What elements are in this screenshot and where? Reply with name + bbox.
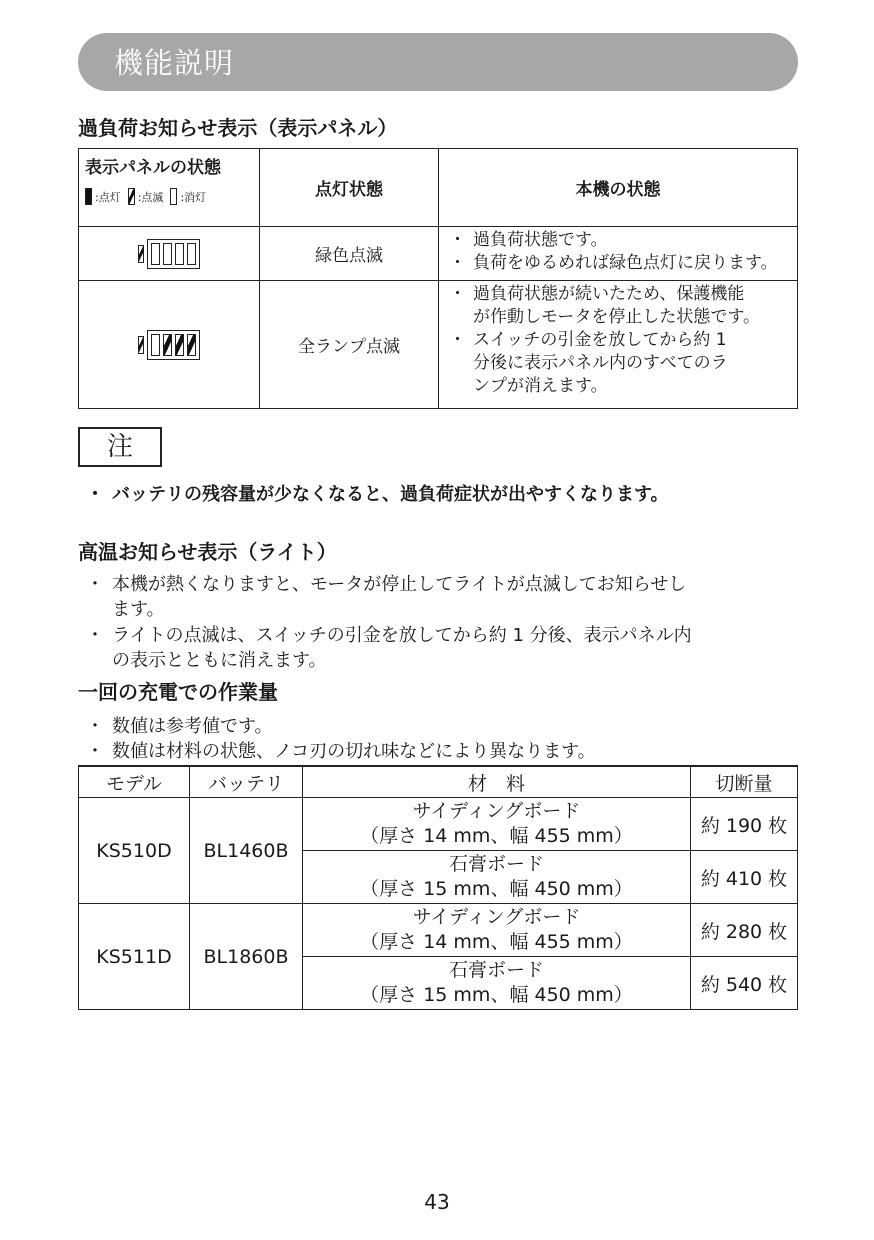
indicator-panel-icon — [138, 330, 200, 360]
note-text: ・ バッテリの残容量が少なくなると、過負荷症状が出やすくなります。 — [86, 484, 669, 505]
indicator-panel-icon — [138, 239, 200, 269]
material-cell: 石膏ボード （厚さ 15 mm、幅 450 mm） — [303, 957, 691, 1010]
lamp-state-2: 全ランプ点滅 — [260, 281, 439, 409]
header-bar — [78, 33, 798, 91]
lamp-state-header: 点灯状態 — [260, 149, 439, 227]
model-cell: KS510D — [79, 798, 190, 904]
machine-state-1: ・ 過負荷状態です。 ・ 負荷をゆるめれば緑色点灯に戻ります。 — [439, 227, 798, 281]
page-number: 43 — [424, 1190, 450, 1214]
material-cell: サイディングボード （厚さ 14 mm、幅 455 mm） — [303, 798, 691, 851]
column-header-cut-amount: 切断量 — [691, 766, 798, 798]
battery-cell: BL1460B — [190, 798, 303, 904]
machine-state-2: ・ 過負荷状態が続いたため、保護機能 が作動しモータを停止した状態です。 ・ スイッチの引金を放してから約 1 分後に表示パネル内のすべてのラ ンプが消えます。 — [439, 281, 798, 409]
legend — [85, 188, 253, 205]
machine-state-header: 本機の状態 — [439, 149, 798, 227]
workload-heading: 一回の充電での作業量 — [78, 680, 278, 704]
material-cell: 石膏ボード （厚さ 15 mm、幅 450 mm） — [303, 851, 691, 904]
cut-amount-cell: 約 190 枚 — [691, 798, 798, 851]
workload-bullet-1: ・ 数値は参考値です。 — [86, 716, 273, 737]
lamp-blink-icon — [128, 188, 135, 205]
note-label: 注 — [78, 427, 162, 467]
temperature-bullet-1: ・ 本機が熱くなりますと、モータが停止してライトが点滅してお知らせし — [86, 574, 687, 595]
temperature-bullet-1-cont: ます。 — [112, 599, 165, 620]
cut-amount-cell: 約 280 枚 — [691, 904, 798, 957]
lamp-on-icon — [85, 188, 92, 205]
battery-cell: BL1860B — [190, 904, 303, 1010]
legend-on-label: :点灯 — [95, 190, 121, 204]
cut-amount-cell: 約 540 枚 — [691, 957, 798, 1010]
panel-indicator-2 — [79, 281, 260, 409]
panel-indicator-1 — [79, 227, 260, 281]
panel-state-label: 表示パネルの状態 — [85, 158, 221, 178]
temperature-bullet-2-cont: の表示とともに消えます。 — [112, 650, 327, 671]
material-cell: サイディングボード （厚さ 14 mm、幅 455 mm） — [303, 904, 691, 957]
temperature-heading: 高温お知らせ表示（ライト） — [78, 540, 337, 564]
lamp-off-icon — [170, 188, 177, 205]
column-header-material: 材 料 — [303, 766, 691, 798]
cut-amount-cell: 約 410 枚 — [691, 851, 798, 904]
model-cell: KS511D — [79, 904, 190, 1010]
column-header-model: モデル — [79, 766, 190, 798]
page-title: 機能説明 — [114, 46, 235, 80]
column-header-battery: バッテリ — [190, 766, 303, 798]
overload-heading: 過負荷お知らせ表示（表示パネル） — [78, 116, 398, 140]
legend-off-label: :消灯 — [180, 190, 207, 204]
legend-blink-label: :点滅 — [137, 190, 164, 204]
lamp-state-1: 緑色点滅 — [260, 227, 439, 281]
workload-table — [78, 765, 798, 1010]
workload-bullet-2: ・ 数値は材料の状態、ノコ刃の切れ味などにより異なります。 — [86, 741, 596, 762]
panel-state-header — [79, 149, 260, 227]
overload-table — [78, 148, 798, 409]
temperature-bullet-2: ・ ライトの点滅は、スイッチの引金を放してから約 1 分後、表示パネル内 — [86, 625, 692, 646]
